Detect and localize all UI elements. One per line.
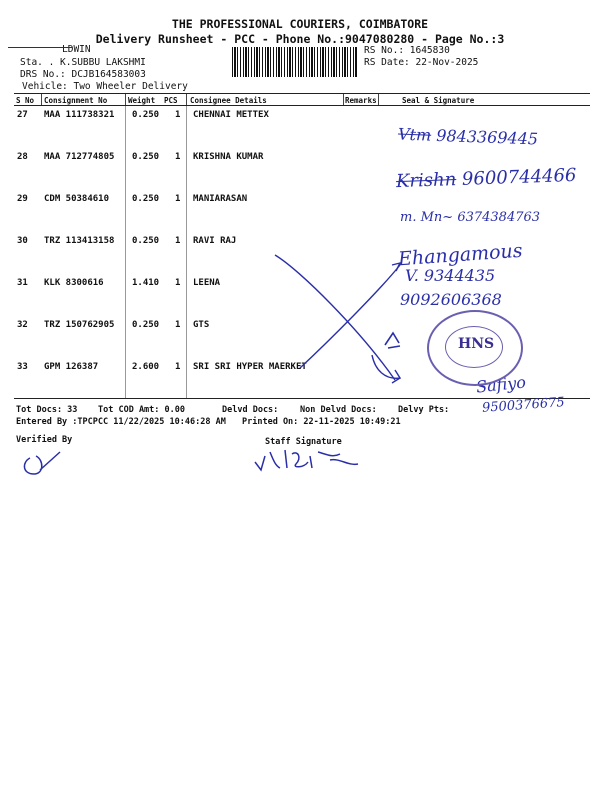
total-cod: Tot COD Amt: 0.00 [98,405,185,415]
verified-by-label: Verified By [16,435,73,445]
col-seal: Seal & Signature [402,96,475,105]
col-pcs: PCS [164,96,178,105]
handwritten-phone: 9092606368 [400,290,502,309]
handwritten-phone: V. 9344435 [405,266,496,285]
cross-stroke [300,265,400,368]
row-consignment: CDM 50384610 [44,194,110,204]
row-sno: 30 [17,236,28,246]
row-weight: 0.250 [132,236,160,246]
row-pcs: 1 [175,278,181,288]
rs-number: RS No.: 1645830 [364,45,450,56]
handwritten-phone: m. Mn~ 6374384763 [400,210,541,225]
row-weight: 0.250 [132,194,160,204]
row-weight: 0.250 [132,320,160,330]
handwritten-phone: Krishn 9600744466 [395,164,577,193]
col-remarks: Remarks [345,96,377,105]
row-sno: 27 [17,110,28,120]
runsheet-subtitle: Delivery Runsheet - PCC - Phone No.:9047080280 - Page No.:3 [95,32,505,46]
mark-stroke [385,333,400,348]
row-consignee: LEENA [193,278,221,288]
verified-signature [24,452,60,474]
cross-stroke [275,255,395,380]
printed-on: Printed On: 22-11-2025 10:49:21 [242,417,401,427]
row-pcs: 1 [175,236,181,246]
row-sno: 33 [17,362,28,372]
row-consignment: TRZ 150762905 [44,320,115,330]
stamp-text: HNS [458,336,495,352]
drs-line: DRS No.: DCJB164583003 [20,69,146,80]
total-docs: Tot Docs: 33 [16,405,78,415]
row-pcs: 1 [175,152,181,162]
row-consignment: MAA 712774805 [44,152,115,162]
company-title: THE PROFESSIONAL COURIERS, COIMBATORE [171,17,429,31]
row-pcs: 1 [175,362,181,372]
row-sno: 32 [17,320,28,330]
row-consignment: GPM 126387 [44,362,99,372]
row-consignee: SRI SRI HYPER MAERKET [193,362,307,372]
row-consignment: MAA 111738321 [44,110,115,120]
non-delivered-docs: Non Delvd Docs: [300,405,377,415]
delivered-docs: Delvd Docs: [222,405,279,415]
row-weight: 0.250 [132,110,160,120]
row-consignee: GTS [193,320,210,330]
vehicle-line: Vehicle: Two Wheeler Delivery [22,81,188,92]
row-consignee: RAVI RAJ [193,236,237,246]
row-weight: 0.250 [132,152,160,162]
handwritten-phone: 9500376675 [481,395,566,416]
rs-date: RS Date: 22-Nov-2025 [364,57,479,68]
row-sno: 29 [17,194,28,204]
handwritten-name: Ehangamous [397,239,524,271]
branch-fragment: LDWIN [62,44,91,55]
row-pcs: 1 [175,110,181,120]
delivery-points: Delvy Pts: [398,405,450,415]
col-consignment: Consignment No [44,96,108,105]
row-consignment: TRZ 113413158 [44,236,115,246]
staff-line: Sta. . K.SUBBU LAKSHMI [20,57,146,68]
staff-signature [255,450,358,470]
col-consignee: Consignee Details [190,96,267,105]
row-consignee: MANIARASAN [193,194,248,204]
col-sno: S No [16,96,35,105]
row-consignee: KRISHNA KUMAR [193,152,264,162]
row-weight: 2.600 [132,362,160,372]
row-sno: 31 [17,278,28,288]
handwritten-phone: Vtm 9843369445 [397,124,539,149]
row-consignee: CHENNAI METTEX [193,110,269,120]
arrow-stroke [372,355,400,383]
row-weight: 1.410 [132,278,160,288]
row-sno: 28 [17,152,28,162]
handwritten-signature: Safiyo [475,372,527,397]
row-pcs: 1 [175,320,181,330]
staff-signature-label: Staff Signature [265,437,342,447]
row-pcs: 1 [175,194,181,204]
row-consignment: KLK 8300616 [44,278,104,288]
entered-by: Entered By :TPCPCC 11/22/2025 10:46:28 AM [16,417,226,427]
col-weight: Weight [128,96,156,105]
